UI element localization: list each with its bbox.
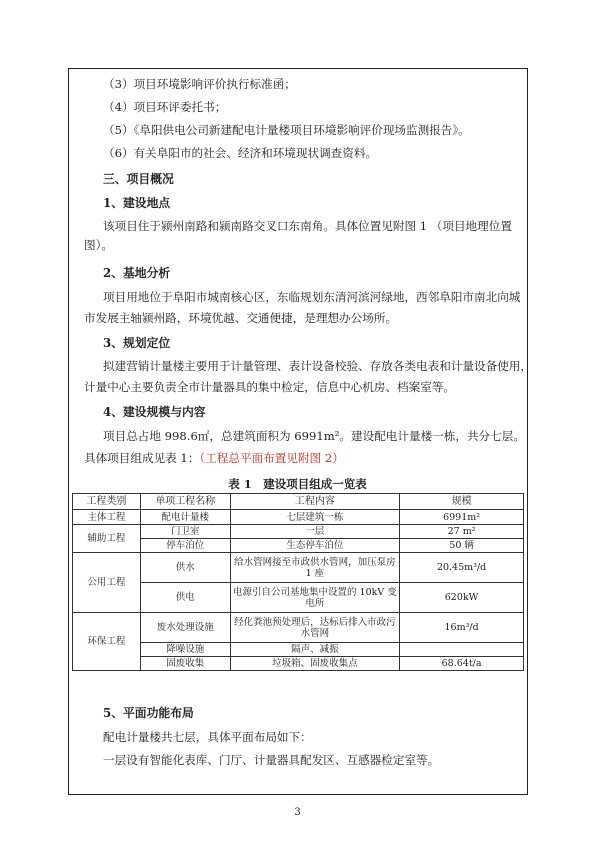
- cell-content: 给水管网接至市政供水管网，加压泵房 1 座: [230, 553, 400, 583]
- table-header-row: [73, 494, 524, 510]
- table-row: [73, 510, 524, 525]
- table-row: [73, 613, 524, 643]
- project-composition-table: [72, 493, 524, 671]
- table-row: [73, 525, 524, 539]
- heading-site-analysis: 2、基地分析: [103, 266, 171, 280]
- planning-para-line1: 拟建营销计量楼主要用于计量管理、表计设备校验、存放各类电表和计量设备使用，: [103, 359, 532, 373]
- cell-category: 主体工程: [73, 510, 141, 525]
- cell-category: 环保工程: [73, 613, 141, 671]
- cell-scale: 27 m²: [400, 525, 524, 539]
- cell-content: 生态停车泊位: [230, 539, 400, 553]
- cell-name: 供水: [140, 553, 230, 583]
- cell-category: 公用工程: [73, 553, 141, 613]
- cell-content: 经化粪池预处理后，达标后排入市政污水管网: [230, 613, 400, 643]
- site-para-line1: 项目用地位于阜阳市城南核心区，东临规划东清河滨河绿地，西邻阜阳市南北向城: [103, 290, 521, 304]
- table-title: 表 1 建设项目组成一览表: [228, 477, 367, 491]
- planning-para-line2: 计量中心主要负责全市计量器具的集中检定，信息中心机房、档案室等。: [84, 380, 456, 394]
- location-para-line2: 图）。: [84, 238, 113, 252]
- cell-name: 废水处理设施: [140, 613, 230, 643]
- header-name: 单项工程名称: [140, 494, 230, 510]
- heading-scale: 4、建设规模与内容: [103, 405, 206, 419]
- cell-content: 七层建筑一栋: [230, 510, 400, 525]
- table-row: [73, 539, 524, 553]
- cell-name: 门卫室: [140, 525, 230, 539]
- list-item-3: （3）项目环境影响评价执行标准函；: [103, 77, 296, 91]
- cell-scale: 6991m²: [400, 510, 524, 525]
- site-para-line2: 市发展主轴颍州路，环境优越、交通便捷，是理想办公场所。: [84, 311, 398, 325]
- cell-name: 配电计量楼: [140, 510, 230, 525]
- table-row: [73, 553, 524, 583]
- header-content: 工程内容: [230, 494, 400, 510]
- heading-planning: 3、规划定位: [103, 336, 171, 350]
- scale-para-line1: 项目总占地 998.6㎡，总建筑面积为 6991m²。建设配电计量楼一栋，共分七层。: [103, 429, 525, 443]
- header-scale: 规模: [400, 494, 524, 510]
- list-item-5: （5）《阜阳供电公司新建配电计量楼项目环境影响评价现场监测报告》。: [103, 123, 470, 137]
- list-item-4: （4）项目环评委托书；: [103, 100, 227, 114]
- cell-name: 供电: [140, 583, 230, 613]
- table-row: [73, 583, 524, 613]
- scale-para-reference: （工程总平面布置见附图 2）: [199, 451, 344, 465]
- cell-content: 电源引自公司基地集中设置的 10kV 变电所: [230, 583, 400, 613]
- table-row: [73, 657, 524, 671]
- cell-content: 垃圾箱、固废收集点: [230, 657, 400, 671]
- cell-content: 隔声、减振: [230, 643, 400, 657]
- cell-name: 固废收集: [140, 657, 230, 671]
- table-row: [73, 643, 524, 657]
- cell-name: 降噪设施: [140, 643, 230, 657]
- heading-layout: 5、平面功能布局: [103, 706, 194, 720]
- cell-scale: 50 辆: [400, 539, 524, 553]
- list-item-6: （6）有关阜阳市的社会、经济和环境现状调查资料。: [103, 146, 378, 160]
- cell-scale: [400, 643, 524, 657]
- cell-scale: 20.45m³/d: [400, 553, 524, 583]
- scale-para-line2: [84, 450, 344, 466]
- cell-scale: 68.64t/a: [400, 657, 524, 671]
- scale-para-text: 具体项目组成见表 1：: [84, 451, 200, 465]
- header-category: 工程类别: [73, 494, 141, 510]
- page-number: 3: [294, 807, 301, 818]
- cell-scale: 16m³/d: [400, 613, 524, 643]
- cell-name: 停车泊位: [140, 539, 230, 553]
- layout-para-line2: 一层设有智能化表库、门厅、计量器具配发区、互感器检定室等。: [103, 753, 440, 767]
- layout-para-line1: 配电计量楼共七层，具体平面布局如下：: [103, 730, 312, 744]
- cell-scale: 620kW: [400, 583, 524, 613]
- section-heading-overview: 三、项目概况: [103, 172, 174, 186]
- cell-category: 辅助工程: [73, 525, 141, 553]
- cell-content: 一层: [230, 525, 400, 539]
- location-para-line1: 该项目住于颍州南路和颍南路交叉口东南角。具体位置见附图 1 （项目地理位置: [103, 219, 512, 233]
- heading-location: 1、建设地点: [103, 196, 171, 210]
